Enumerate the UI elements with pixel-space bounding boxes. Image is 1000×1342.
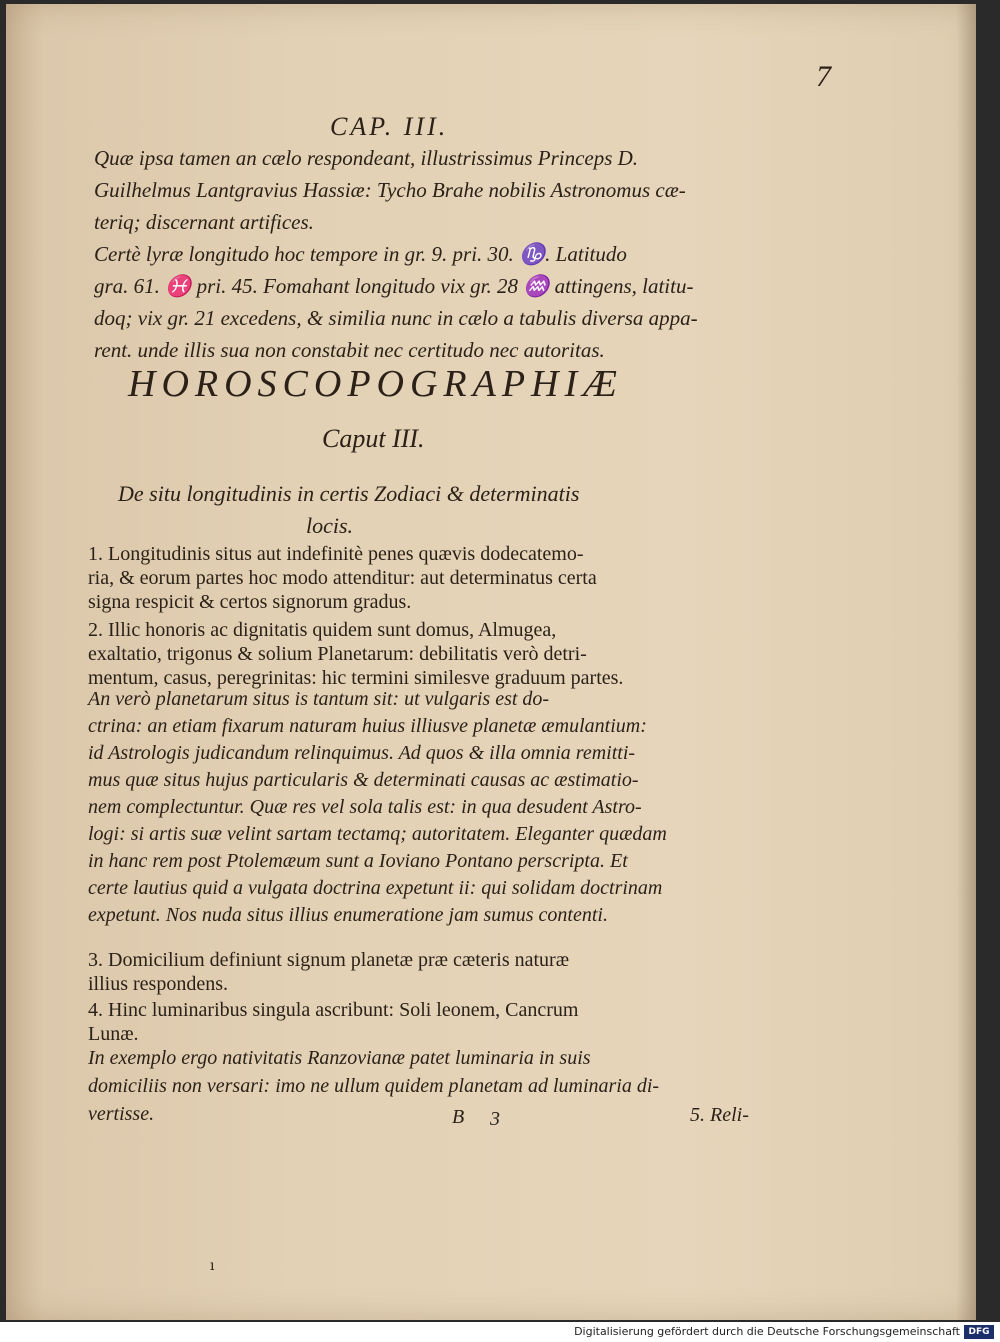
text-line: 4. Hinc luminaribus singula ascribunt: Soli leonem, Cancrum (88, 999, 579, 1021)
text-line: ria, & eorum partes hoc modo attenditur: aut determinatus certa (88, 567, 597, 589)
text-line: rent. unde illis sua non constabit nec certitudo nec autoritas. (94, 338, 605, 362)
numbered-item-1 (88, 542, 597, 614)
text-line: nem complectuntur. Quæ res vel sola talis est: in qua desudent Astro- (88, 796, 642, 818)
catchword: 5. Reli- (690, 1104, 749, 1126)
text-line: signa respicit & certos signorum gradus. (88, 591, 412, 613)
caput-heading: Caput III. (322, 424, 425, 453)
text-line: exaltatio, trigonus & solium Planetarum: debilitatis verò detri- (88, 643, 587, 665)
text-line: 3. Domicilium definiunt signum planetæ præ cæteris naturæ (88, 949, 570, 971)
chapter-header: CAP. III. (330, 112, 449, 141)
text-line: Guilhelmus Lantgravius Hassiæ: Tycho Brahe nobilis Astronomus cæ- (94, 178, 686, 202)
page-number: 7 (816, 60, 831, 93)
text-line: mus quæ situs hujus particularis & determinati causas ac æstimatio- (88, 769, 639, 791)
text-line: gra. 61. ♓ pri. 45. Fomahant longitudo vix gr. 28 ♒ attingens, latitu- (94, 274, 694, 298)
text-line: teriq; discernant artifices. (94, 210, 314, 234)
text-line: logi: si artis suæ velint sartam tectamq; autoritatem. Eleganter quædam (88, 823, 667, 845)
dfg-logo: DFG (964, 1325, 994, 1339)
italic-example (88, 1044, 659, 1128)
text-line: 1. Longitudinis situs aut indefinitè penes quævis dodecatemo- (88, 543, 584, 565)
text-line: vertisse. (88, 1103, 155, 1125)
text-line: 2. Illic honoris ac dignitatis quidem sunt domus, Almugea, (88, 619, 557, 641)
text-line: expetunt. Nos nuda situs illius enumeratione jam sumus contenti. (88, 904, 608, 926)
text-line: certe lautius quid a vulgata doctrina expetunt ii: qui solidam doctrinam (88, 877, 663, 899)
paragraph-intro (94, 142, 698, 366)
text-line: in hanc rem post Ptolemæum sunt a Ioviano Pontano perscripta. Et (88, 850, 628, 872)
text-line: An verò planetarum situs is tantum sit: ut vulgaris est do- (88, 688, 550, 710)
text-line: In exemplo ergo nativitatis Ranzovianæ patet luminaria in suis (88, 1047, 591, 1069)
signature-number: 3 (490, 1108, 500, 1130)
subtitle-line: De situ longitudinis in certis Zodiaci & determinatis (118, 481, 580, 506)
numbered-item-3 (88, 948, 569, 996)
text-line: doq; vix gr. 21 excedens, & similia nunc in cælo a tabulis diversa appa- (94, 306, 698, 330)
signature-mark: B (452, 1106, 465, 1128)
section-title: HOROSCOPOGRAPHIÆ (128, 363, 623, 405)
footer-credit: Digitalisierung gefördert durch die Deutsche Forschungsgemeinschaft (574, 1325, 960, 1338)
text-line: ctrina: an etiam fixarum naturam huius illiusve planetæ æmulantium: (88, 715, 647, 737)
numbered-item-4 (88, 998, 578, 1046)
footer-bar (0, 1322, 1000, 1342)
text-line: Quæ ipsa tamen an cælo respondeant, illustrissimus Princeps D. (94, 146, 639, 170)
section-subtitle (118, 478, 579, 542)
subtitle-line: locis. (306, 513, 354, 538)
text-line: Lunæ. (88, 1023, 139, 1045)
margin-mark: ı (210, 1258, 215, 1274)
text-line: id Astrologis judicandum relinquimus. Ad quos & illa omnia remitti- (88, 742, 636, 764)
numbered-item-2 (88, 618, 623, 690)
page-edge (956, 4, 976, 1320)
text-line: mentum, casus, peregrinitas: hic termini similesve graduum partes. (88, 667, 624, 689)
italic-commentary (88, 686, 667, 929)
text-line: domiciliis non versari: imo ne ullum quidem planetam ad luminaria di- (88, 1075, 660, 1097)
text-line: illius respondens. (88, 973, 228, 995)
text-line: Certè lyræ longitudo hoc tempore in gr. 9. pri. 30. ♑. Latitudo (94, 242, 627, 266)
